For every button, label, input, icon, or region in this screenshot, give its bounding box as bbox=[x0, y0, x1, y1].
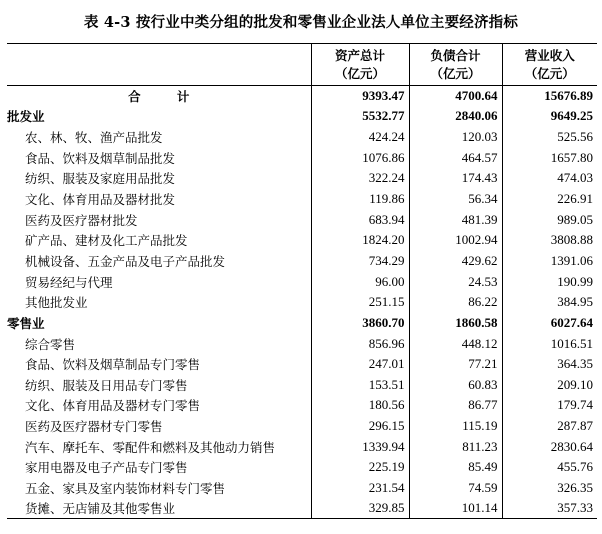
row-assets: 247.01 bbox=[311, 354, 409, 375]
row-name: 机械设备、五金产品及电子产品批发 bbox=[25, 253, 226, 269]
row-assets: 322.24 bbox=[311, 168, 409, 189]
row-revenue: 179.74 bbox=[502, 395, 597, 416]
row-assets: 1339.94 bbox=[311, 436, 409, 457]
row-name: 文化、体育用品及器材批发 bbox=[25, 192, 176, 208]
row-name: 五金、家具及室内装饰材料专门零售 bbox=[25, 480, 226, 496]
row-revenue: 1391.06 bbox=[502, 251, 597, 272]
row-revenue: 364.35 bbox=[502, 354, 597, 375]
row-assets: 329.85 bbox=[311, 498, 409, 519]
table-row bbox=[7, 354, 597, 375]
row-assets: 5532.77 bbox=[311, 106, 409, 127]
row-assets: 9393.47 bbox=[311, 86, 409, 107]
row-name: 医药及医疗器材批发 bbox=[25, 212, 138, 228]
row-name: 农、林、牧、渔产品批发 bbox=[25, 130, 163, 146]
row-liabilities: 481.39 bbox=[409, 209, 502, 230]
row-liabilities: 85.49 bbox=[409, 457, 502, 478]
row-liabilities: 4700.64 bbox=[409, 86, 502, 107]
row-revenue: 525.56 bbox=[502, 127, 597, 148]
row-liabilities: 2840.06 bbox=[409, 106, 502, 127]
row-name: 货摊、无店铺及其他零售业 bbox=[25, 501, 176, 517]
row-assets: 3860.70 bbox=[311, 313, 409, 334]
row-assets: 225.19 bbox=[311, 457, 409, 478]
header-liabilities-label: 负债合计 bbox=[430, 47, 481, 63]
row-liabilities: 74.59 bbox=[409, 478, 502, 499]
row-revenue: 455.76 bbox=[502, 457, 597, 478]
row-liabilities: 448.12 bbox=[409, 333, 502, 354]
table-row bbox=[7, 168, 597, 189]
row-liabilities: 101.14 bbox=[409, 498, 502, 519]
row-revenue: 384.95 bbox=[502, 292, 597, 313]
row-revenue: 226.91 bbox=[502, 189, 597, 210]
row-liabilities: 1002.94 bbox=[409, 230, 502, 251]
table-row bbox=[7, 478, 597, 499]
table-row bbox=[7, 395, 597, 416]
row-revenue: 6027.64 bbox=[502, 313, 597, 334]
header-assets bbox=[311, 44, 409, 86]
table-row bbox=[7, 251, 597, 272]
row-name: 矿产品、建材及化工产品批发 bbox=[25, 233, 188, 249]
table-title: 表 4-3 按行业中类分组的批发和零售业企业法人单位主要经济指标 bbox=[83, 14, 519, 31]
row-name: 批发业 bbox=[7, 109, 45, 125]
row-assets: 424.24 bbox=[311, 127, 409, 148]
row-assets: 1824.20 bbox=[311, 230, 409, 251]
row-liabilities: 77.21 bbox=[409, 354, 502, 375]
row-revenue: 9649.25 bbox=[502, 106, 597, 127]
row-name: 其他批发业 bbox=[25, 295, 88, 311]
row-assets: 251.15 bbox=[311, 292, 409, 313]
table-row bbox=[7, 457, 597, 478]
table-row bbox=[7, 127, 597, 148]
row-revenue: 190.99 bbox=[502, 271, 597, 292]
table-row bbox=[7, 292, 597, 313]
row-name: 食品、饮料及烟草制品专门零售 bbox=[25, 357, 201, 373]
table-row bbox=[7, 106, 597, 127]
row-assets: 1076.86 bbox=[311, 147, 409, 168]
row-name: 综合零售 bbox=[25, 336, 76, 352]
row-liabilities: 1860.58 bbox=[409, 313, 502, 334]
row-assets: 296.15 bbox=[311, 416, 409, 437]
row-liabilities: 429.62 bbox=[409, 251, 502, 272]
row-revenue: 357.33 bbox=[502, 498, 597, 519]
row-name: 纺织、服装及家庭用品批发 bbox=[25, 171, 176, 187]
table-row bbox=[7, 271, 597, 292]
header-assets-unit: （亿元） bbox=[334, 65, 385, 81]
row-revenue: 3808.88 bbox=[502, 230, 597, 251]
row-liabilities: 86.77 bbox=[409, 395, 502, 416]
row-revenue: 287.87 bbox=[502, 416, 597, 437]
table-row bbox=[7, 374, 597, 395]
row-name: 合 计 bbox=[128, 89, 206, 105]
header-revenue bbox=[502, 44, 597, 86]
table-row bbox=[7, 436, 597, 457]
row-name: 文化、体育用品及器材专门零售 bbox=[25, 398, 201, 414]
row-assets: 153.51 bbox=[311, 374, 409, 395]
header-revenue-unit: （亿元） bbox=[524, 65, 575, 81]
table-row bbox=[7, 313, 597, 334]
row-liabilities: 811.23 bbox=[409, 436, 502, 457]
row-name: 纺织、服装及日用品专门零售 bbox=[25, 377, 188, 393]
row-assets: 231.54 bbox=[311, 478, 409, 499]
row-liabilities: 60.83 bbox=[409, 374, 502, 395]
header-blank bbox=[7, 44, 311, 86]
table-row bbox=[7, 189, 597, 210]
row-assets: 180.56 bbox=[311, 395, 409, 416]
row-name: 家用电器及电子产品专门零售 bbox=[25, 460, 188, 476]
row-liabilities: 56.34 bbox=[409, 189, 502, 210]
row-revenue: 989.05 bbox=[502, 209, 597, 230]
row-liabilities: 115.19 bbox=[409, 416, 502, 437]
row-revenue: 1657.80 bbox=[502, 147, 597, 168]
row-liabilities: 86.22 bbox=[409, 292, 502, 313]
row-revenue: 326.35 bbox=[502, 478, 597, 499]
economic-indicators-table bbox=[7, 43, 597, 519]
header-liabilities-unit: （亿元） bbox=[430, 65, 481, 81]
row-assets: 119.86 bbox=[311, 189, 409, 210]
row-revenue: 1016.51 bbox=[502, 333, 597, 354]
header-revenue-label: 营业收入 bbox=[524, 47, 575, 63]
row-revenue: 15676.89 bbox=[502, 86, 597, 107]
table-row bbox=[7, 230, 597, 251]
row-name: 食品、饮料及烟草制品批发 bbox=[25, 150, 176, 166]
row-revenue: 474.03 bbox=[502, 168, 597, 189]
table-row bbox=[7, 498, 597, 519]
table-row bbox=[7, 416, 597, 437]
table-row bbox=[7, 333, 597, 354]
header-assets-label: 资产总计 bbox=[334, 47, 385, 63]
row-assets: 734.29 bbox=[311, 251, 409, 272]
row-liabilities: 464.57 bbox=[409, 147, 502, 168]
table-body bbox=[7, 86, 597, 519]
row-name: 医药及医疗器材专门零售 bbox=[25, 419, 163, 435]
row-liabilities: 24.53 bbox=[409, 271, 502, 292]
row-name: 贸易经纪与代理 bbox=[25, 274, 113, 290]
header-liabilities bbox=[409, 44, 502, 86]
row-name: 零售业 bbox=[7, 315, 45, 331]
row-assets: 96.00 bbox=[311, 271, 409, 292]
row-name: 汽车、摩托车、零配件和燃料及其他动力销售 bbox=[25, 439, 276, 455]
table-row bbox=[7, 209, 597, 230]
row-liabilities: 174.43 bbox=[409, 168, 502, 189]
table-row bbox=[7, 86, 597, 107]
row-liabilities: 120.03 bbox=[409, 127, 502, 148]
header-row bbox=[7, 44, 597, 86]
row-assets: 683.94 bbox=[311, 209, 409, 230]
row-assets: 856.96 bbox=[311, 333, 409, 354]
row-revenue: 209.10 bbox=[502, 374, 597, 395]
row-revenue: 2830.64 bbox=[502, 436, 597, 457]
table-row bbox=[7, 147, 597, 168]
